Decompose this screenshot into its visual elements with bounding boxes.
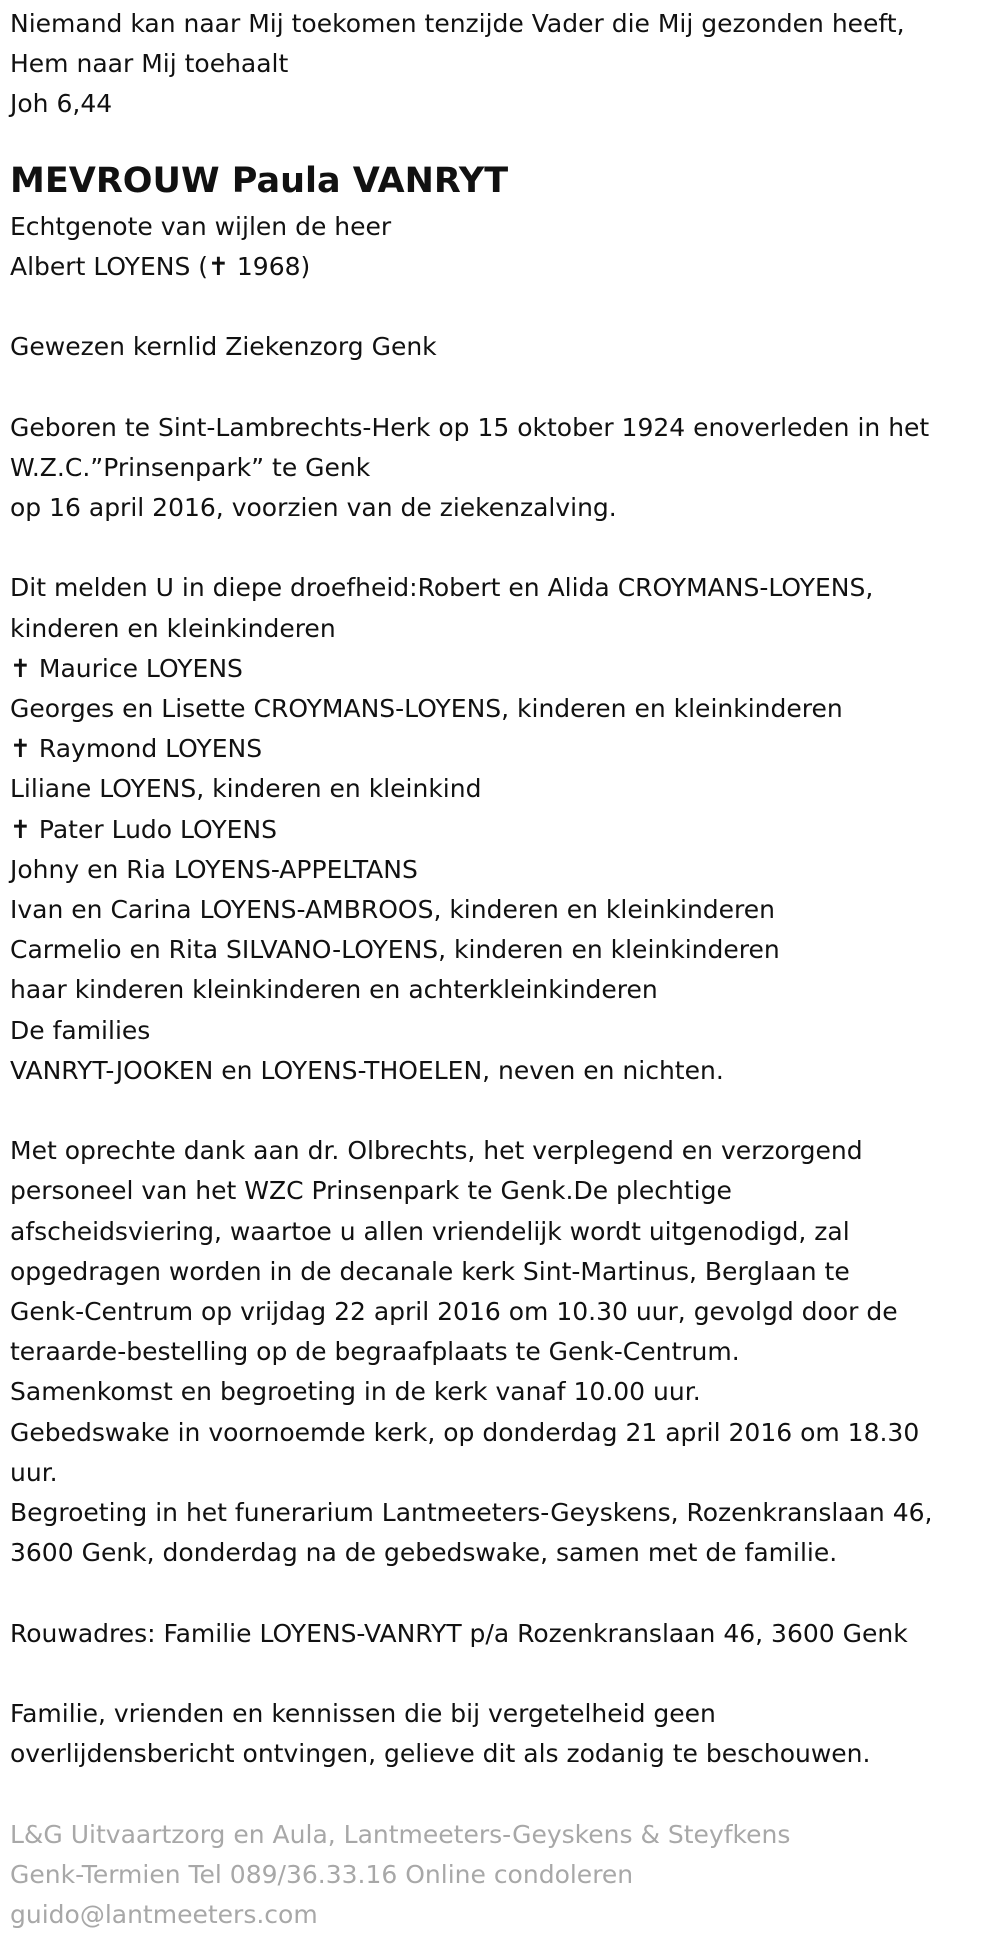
funeral-home-email: guido@lantmeeters.com: [10, 1900, 318, 1930]
ceremony-line: Samenkomst en begroeting in de kerk vanaf 10.00 uur.: [10, 1377, 701, 1407]
deceased-block: [10, 157, 995, 368]
care-home-line: W.Z.C.”Prinsenpark” te Genk: [10, 452, 371, 482]
mourner-line: ✝ Pater Ludo LOYENS: [10, 814, 278, 844]
mourner-line: Johny en Ria LOYENS-APPELTANS: [10, 854, 418, 884]
notice-block: [10, 1694, 995, 1774]
notice-line-1: Familie, vrienden en kennissen die bij vergetelheid geen: [10, 1699, 716, 1729]
ceremony-line: teraarde-bestelling op de begraafplaats te Genk-Centrum.: [10, 1337, 740, 1367]
mourner-line: kinderen en kleinkinderen: [10, 613, 336, 643]
mourner-line: haar kinderen kleinkinderen en achterkleinkinderen: [10, 975, 658, 1005]
mourner-line: ✝ Raymond LOYENS: [10, 734, 263, 764]
mourner-line: Dit melden U in diepe droefheid:Robert en Alida CROYMANS-LOYENS,: [10, 573, 874, 603]
mourner-line: VANRYT-JOOKEN en LOYENS-THOELEN, neven en nichten.: [10, 1055, 724, 1085]
funeral-home-contact: Genk-Termien Tel 089/36.33.16 Online condoleren: [10, 1859, 634, 1889]
funeral-home-footer: [10, 1815, 995, 1936]
ceremony-line: Begroeting in het funerarium Lantmeeters-Geyskens, Rozenkranslaan 46,: [10, 1498, 933, 1528]
ceremony-line: 3600 Genk, donderdag na de gebedswake, samen met de familie.: [10, 1538, 838, 1568]
ceremony-line: personeel van het WZC Prinsenpark te Genk.De plechtige: [10, 1176, 732, 1206]
death-line: op 16 april 2016, voorzien van de ziekenzalving.: [10, 493, 617, 522]
birth-line: Geboren te Sint-Lambrechts-Herk op 15 oktober 1924 enoverleden in het: [10, 412, 930, 442]
mourner-line: Georges en Lisette CROYMANS-LOYENS, kinderen en kleinkinderen: [10, 694, 843, 723]
ceremony-line: Gebedswake in voornoemde kerk, op donderdag 21 april 2016 om 18.30: [10, 1417, 920, 1447]
ceremony-line: uur.: [10, 1457, 58, 1487]
quote-reference: Joh 6,44: [10, 89, 113, 119]
spouse-line-1: Echtgenote van wijlen de heer: [10, 211, 392, 241]
mourners-list: [10, 568, 995, 1091]
ceremony-line: Met oprechte dank aan dr. Olbrechts, het verplegend en verzorgend: [10, 1136, 863, 1166]
birth-death-block: [10, 408, 995, 529]
bible-quote: [10, 4, 995, 125]
notice-line-2: overlijdensbericht ontvingen, gelieve dit als zodanig te beschouwen.: [10, 1739, 871, 1769]
funeral-home-name: L&G Uitvaartzorg en Aula, Lantmeeters-Geyskens & Steyfkens: [10, 1819, 791, 1849]
mourner-line: Carmelio en Rita SILVANO-LOYENS, kinderen en kleinkinderen: [10, 935, 780, 965]
deceased-role: Gewezen kernlid Ziekenzorg Genk: [10, 332, 437, 362]
quote-line-1: Niemand kan naar Mij toekomen tenzijde Vader die Mij gezonden heeft,: [10, 9, 905, 38]
ceremony-block: [10, 1131, 995, 1573]
obituary-page: [10, 4, 995, 1935]
spouse-line-2: Albert LOYENS (✝ 1968): [10, 251, 311, 281]
ceremony-line: Genk-Centrum op vrijdag 22 april 2016 om 10.30 uur, gevolgd door de: [10, 1297, 898, 1327]
mourner-line: De families: [10, 1015, 151, 1045]
mourner-line: ✝ Maurice LOYENS: [10, 653, 243, 683]
mourner-line: Ivan en Carina LOYENS-AMBROOS, kinderen en kleinkinderen: [10, 895, 775, 925]
mourning-address: Rouwadres: Familie LOYENS-VANRYT p/a Rozenkranslaan 46, 3600 Genk: [10, 1618, 908, 1648]
quote-line-2: Hem naar Mij toehaalt: [10, 49, 289, 79]
mourner-line: Liliane LOYENS, kinderen en kleinkind: [10, 774, 482, 804]
ceremony-line: opgedragen worden in de decanale kerk Sint-Martinus, Berglaan te: [10, 1256, 850, 1286]
deceased-name: MEVROUW Paula VANRYT: [10, 160, 509, 201]
ceremony-line: afscheidsviering, waartoe u allen vriendelijk wordt uitgenodigd, zal: [10, 1216, 850, 1246]
